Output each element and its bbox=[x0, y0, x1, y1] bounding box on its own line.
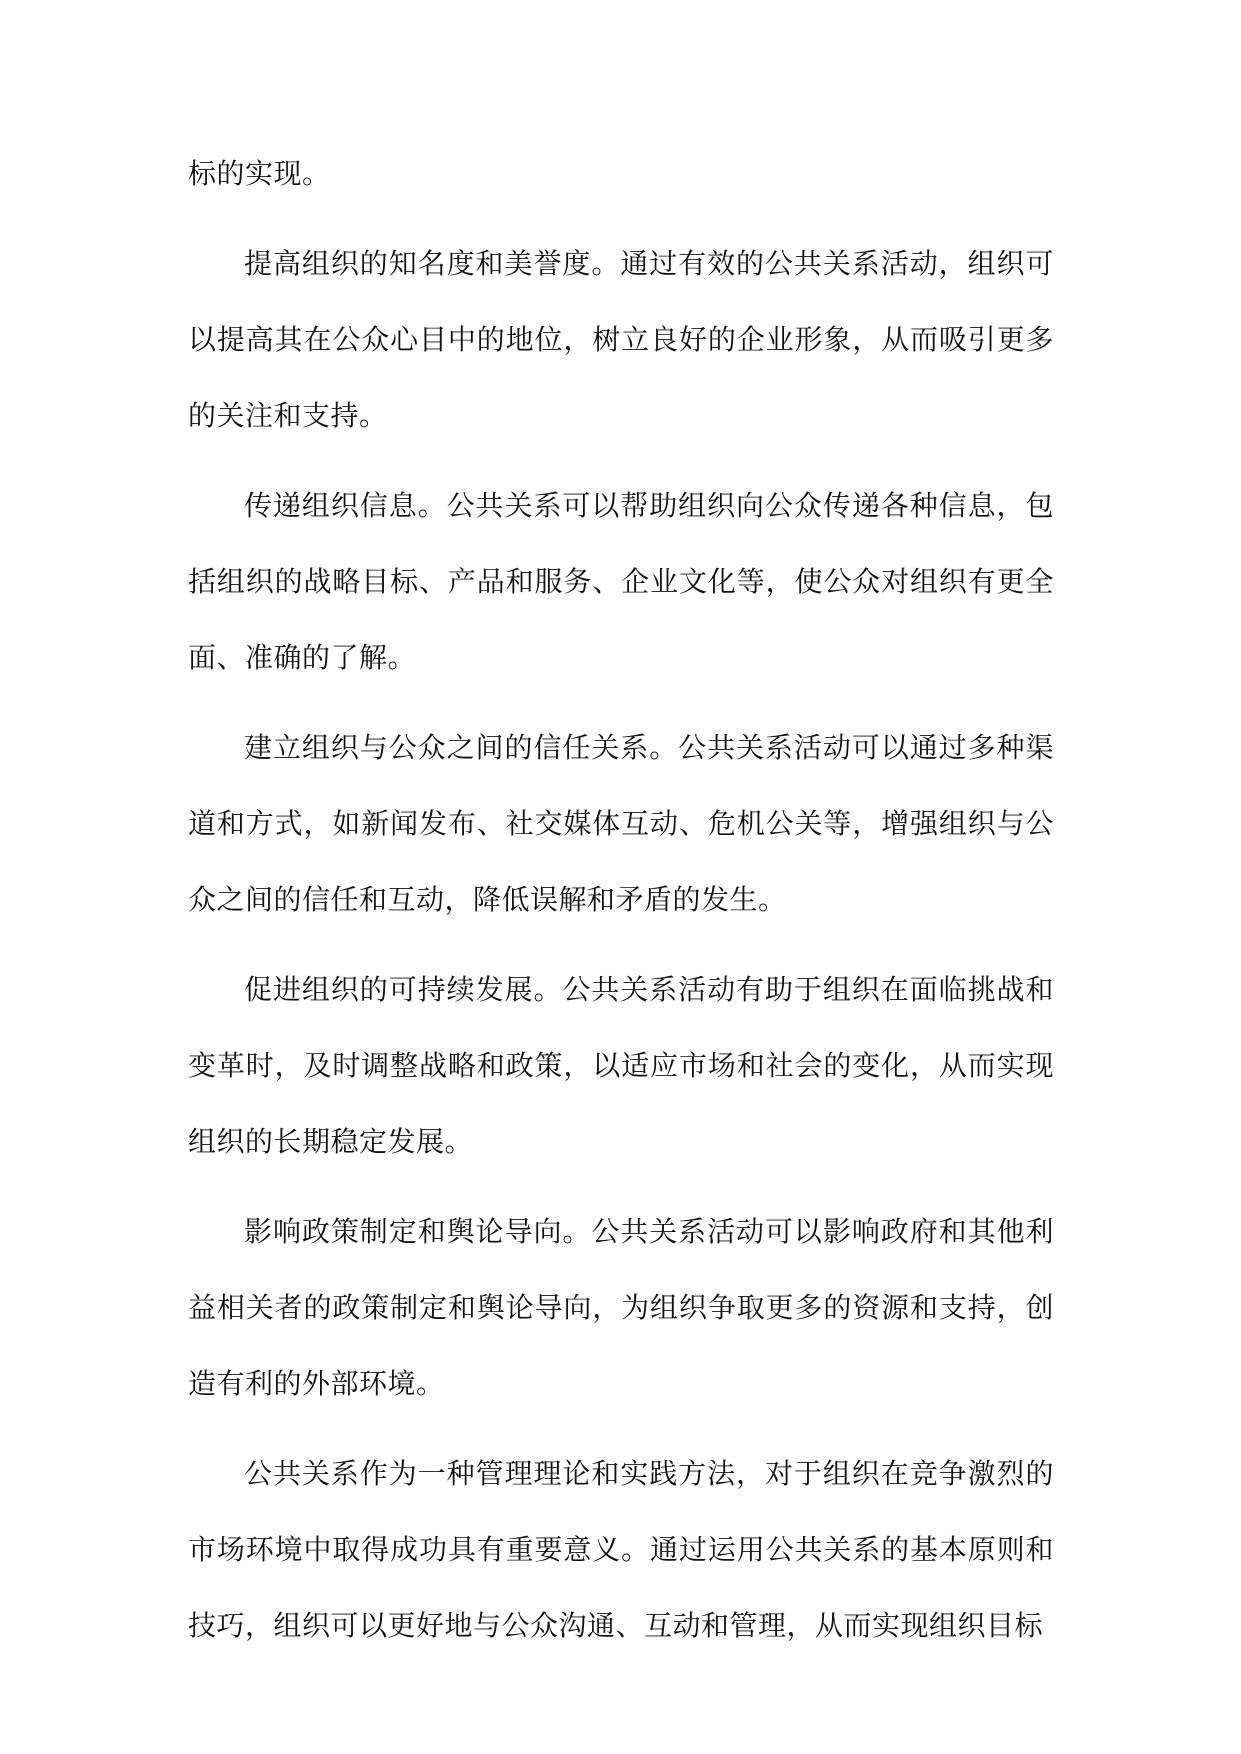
document-body bbox=[188, 136, 1054, 1678]
paragraph-reputation: 提高组织的知名度和美誉度。通过有效的公共关系活动，组织可以提高其在公众心目中的地位，树立良好的企业形象，从而吸引更多的关注和支持。 bbox=[188, 247, 1054, 432]
paragraph-sustainability: 促进组织的可持续发展。公共关系活动有助于组织在面临挑战和变革时，及时调整战略和政策，以适应市场和社会的变化，从而实现组织的长期稳定发展。 bbox=[188, 973, 1054, 1158]
paragraph-policy: 影响政策制定和舆论导向。公共关系活动可以影响政府和其他利益相关者的政策制定和舆论导向，为组织争取更多的资源和支持，创造有利的外部环境。 bbox=[188, 1215, 1054, 1400]
paragraph-information: 传递组织信息。公共关系可以帮助组织向公众传递各种信息，包括组织的战略目标、产品和服务、企业文化等，使公众对组织有更全面、准确的了解。 bbox=[188, 489, 1054, 674]
paragraph-continuation: 标的实现。 bbox=[188, 157, 331, 190]
paragraph-conclusion: 公共关系作为一种管理理论和实践方法，对于组织在竞争激烈的市场环境中取得成功具有重要意义。通过运用公共关系的基本原则和技巧，组织可以更好地与公众沟通、互动和管理，从而实现组织目标 bbox=[188, 1457, 1054, 1642]
paragraph-trust: 建立组织与公众之间的信任关系。公共关系活动可以通过多种渠道和方式，如新闻发布、社交媒体互动、危机公关等，增强组织与公众之间的信任和互动，降低误解和矛盾的发生。 bbox=[188, 731, 1054, 916]
